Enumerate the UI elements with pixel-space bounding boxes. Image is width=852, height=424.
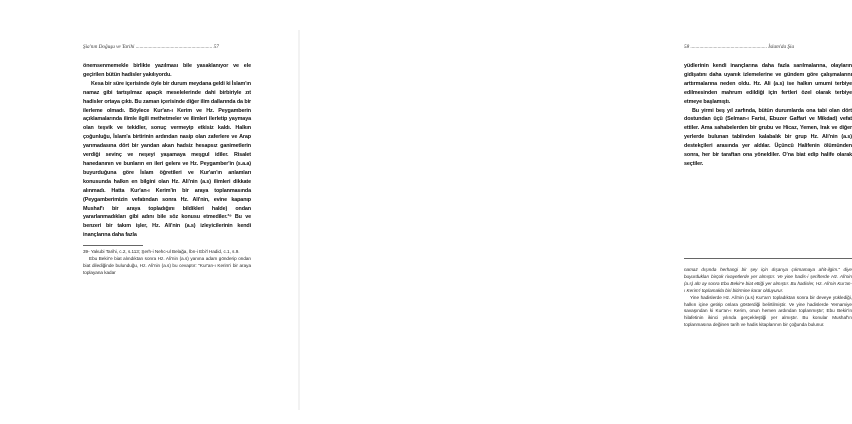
right-paragraph: yüdlerinin kendi inançlarına daha fazla sarılmalarına, olayların gidişatını daha uyanık izlemelerine ve gündem göre çalışmalarını arttırmalarına neden oldu. Hz. Ali (a.s) ise halkın umumi terbiye edilmesinden mahrum edildiği için fertleri özel olarak terbiye etmeye başlamıştı. [684,63,852,105]
right-paragraph: Bu yirmi beş yıl zarfında, bütün durumlarda ona tabi olan dört dostundan üçü (Selman-ı Farisi, Ebuzer Gaffari ve Mikdad) vefat ettiler. Ama sahabelerden bir grubu ve Hicaz, Yemen, Irak ve diğer yerlerde bulunan tabiinden kalabalık bir grup Hz. Ali'nin (a.s) destekçileri arasında yer aldılar. Üçüncü Halifenin ölümünden sonra, her bir taraftan ona yöneldiler. O'na biat edip halife olarak seçtiler. [684,107,852,167]
left-footnote: 39- Yakubi Tarihi, c.2, s.113; Şerh-i Nehc-ul Belağa, İbn-i Ebi'l Hadid, c.1, s.9. [83,249,240,255]
left-paragraph: Kesa bir süre içerisinde öyle bir durum meydana geldi ki İslam'ın namaz gibi tartışılmaz apaçık meselelerinde dahi birbiriyle zıt hadisler ortaya çıktı. Bu zaman içerisinde diğer ilim dallarında da bir ilerleme olmadı. Böylece Kur'an-ı Kerim ve Hz. Peygamberin açıklamalarında ilimle ilgili methetmeler ve ilimleri ilerletip yaymaya olan teşvik ve tekidler, sonuç vermeyip etkisiz kaldı. Halkın çoğunluğu, İslam'a birtirinin ardından nasip olan zaferlere ve Arap yarımadasına dört bir yandan akan hadsiz hesapsız ganimetlerin verdiği sevinç ve neşeyi yaşamaya meşgul idiler. Risalet hanedanının ve bunların en ileri gelenı ve Hz. Peygamber'in (s.a.a) buyurduğuna göre İslam öğretileri ve Kur'an'ın anlamları konusunda halkın en bilgini olan Hz. Ali'nin (a.s) ilimleri dikkate alınmadı. Hatta Kur'an-ı Kerim'in bir araya toplanmasında (Peygamberimizin vefatından sonra Hz. Ali'nin, evine kapanıp Mushaf'ı bir araya topladığını bildikleri halde) ondan yararlanmadıkları gibi adını bile söz konusu etmediler.³⁹ Bu ve benzeri bir takım işler, Hz. Ali'nin (a.s) izleyicilerinin kendi inançlarına daha fazla [83,80,251,239]
right-text-column [684,62,852,169]
left-running-title: Şia'nın Doğuşu ve Tarihi [83,44,135,50]
right-footnote-rule [684,258,852,259]
left-page [0,0,300,424]
right-page-number: 58 [684,44,690,50]
right-footnote: namaz dışında herhangi bir şey için dışarıya çıkmamaya ahit-ilgim." diye buyurdukları birçok rivayetlerde yer almıştır. Ve yine hadis-i şerifterde Hz. Ali'nin (a.s) altı ay sonra Ebu Bekir'e biat ettiği yer almıştır. Bu hadisler, Hz. Ali'nin Kur'an-ı Kerim'i toplamakla biri bitirmine karar olduyurur. [684,267,852,293]
left-page-number: 57 [213,44,219,50]
left-footnote-rule [83,245,143,246]
right-footnotes [684,258,852,329]
right-footnote: Yine hadislerde Hz. Ali'nin (a.s) Kur'an'ı topladıktan sonra bir deveye yüklediği, halkın içine getirip onlara gösterdiği belirtilmiştir. Ve yine hadislerde Yemamiye savaşından ki Kur'an-ı Kerim, onun hemen ardından toplanmıştır; Ebu Bekir'in hilafetinin ikinci yılında gerçekleştiği yer almıştır. Bu konular Mushaf'ın toplanmasına değinen tarih ve hadis kitaplarının bir çoğunda bulunur. [684,294,852,328]
left-running-header: Şia'nın Doğuşu ve Tarihi ........................................................... 57 [83,44,219,50]
left-text-column [83,62,251,277]
right-running-title: İslam'da Şia [768,44,795,50]
left-footnote: Ebu Bekir'e biat alındıktan sonra Hz. Ali'nin (a.s) yanına adam gönderip ondan biat dilediğinde bulunduğu, Hz. Ali'nin (a.s) bu cevaptır: "Kur'an-ı Kerim'i bir araya toplayana kadar [83,256,251,275]
right-page [300,0,852,424]
left-paragraph: önemsenmemekle birlikte yazılması bile yasaklanıyor ve ele geçirilen bütün hadisler yakılıyordu. [83,63,251,78]
right-running-header: 58 ........................................................... İslam'da Şia [684,44,795,50]
